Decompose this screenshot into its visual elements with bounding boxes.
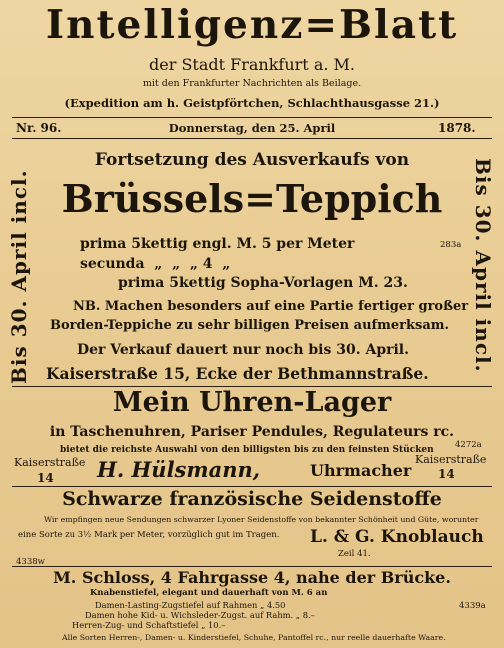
watch-code: 4272a <box>455 440 482 450</box>
shoe-line-2: Damen-Lasting-Zugstiefel auf Rahmen „ 4.50 <box>95 600 286 610</box>
carpet-heading: Fortsetzung des Ausverkaufs von <box>94 150 410 170</box>
shoe-footer: Alle Sorten Herren-, Damen- u. Kinderstiefel, Schuhe, Pantoffel rc., nur reelle dauerhafte Waare. <box>62 633 446 642</box>
masthead-rule-bottom <box>12 138 492 139</box>
watch-street-right: Kaiserstraße <box>415 453 487 466</box>
watch-heading: Mein Uhren-Lager <box>112 387 392 418</box>
issue-date: Donnerstag, den 25. April <box>168 121 336 135</box>
carpet-nb-line-2: Borden-Teppiche zu sehr billigen Preisen aufmerksam. <box>50 318 450 333</box>
carpet-side-text-right: Bis 30. April incl. <box>471 158 495 373</box>
carpet-code: 283a <box>440 240 462 250</box>
carpet-sale-end: Der Verkauf dauert nur noch bis 30. April. <box>77 342 410 358</box>
carpet-address: Kaiserstraße 15, Ecke der Bethmannstraße. <box>46 364 429 383</box>
shoe-heading: M. Schloss, 4 Fahrgasse 4, nahe der Brücke. <box>53 568 451 587</box>
carpet-nb-line-1: NB. Machen besonders auf eine Partie fertiger großer <box>73 299 469 314</box>
carpet-line-2: secunda „ „ „ 4 „ <box>80 256 231 272</box>
carpet-side-text-left: Bis 30. April incl. <box>7 169 31 384</box>
issue-number: Nr. 96. <box>16 121 62 135</box>
masthead-title: Intelligenz=Blatt <box>45 2 459 48</box>
carpet-line-1: prima 5kettig engl. M. 5 per Meter <box>80 236 355 252</box>
watch-number-right: 14 <box>438 467 455 481</box>
shoe-line-1: Knabenstiefel, elegant und dauerhaft von M. 6 an <box>90 588 328 598</box>
masthead-rule-top <box>12 117 492 118</box>
masthead-supplement: mit den Frankfurter Nachrichten als Beilage. <box>142 78 362 89</box>
watch-street-left: Kaiserstraße <box>14 456 86 469</box>
silk-code: 4338w <box>16 557 45 567</box>
shoe-code: 4339a <box>459 601 486 611</box>
silk-heading: Schwarze französische Seidenstoffe <box>62 488 442 510</box>
rule-after-watches <box>12 486 492 487</box>
shoe-line-3: Damen hohe Kid- u. Wichsleder-Zugst. auf Rahm. „ 8.– <box>85 610 315 620</box>
rule-after-silk <box>12 566 492 567</box>
watch-line-2: bietet die reichste Auswahl von den billigsten bis zu den feinsten Stücken <box>60 445 434 455</box>
silk-line-1: Wir empfingen neue Sendungen schwarzer Lyoner Seidenstoffe von bekannter Schönheit und Güte, worunter <box>44 515 479 524</box>
issue-year: 1878. <box>438 121 476 135</box>
silk-line-2: eine Sorte zu 3½ Mark per Meter, vorzüglich gut im Tragen. <box>18 530 280 540</box>
shoe-line-4: Herren-Zug- und Schaftstiefel „ 10.– <box>72 620 226 630</box>
silk-address: Zeil 41. <box>338 549 371 559</box>
masthead-subtitle: der Stadt Frankfurt a. M. <box>149 55 355 74</box>
masthead-expedition: (Expedition am h. Geistpförtchen, Schlachthausgasse 21.) <box>64 96 440 110</box>
carpet-line-3: prima 5kettig Sopha-Vorlagen M. 23. <box>118 275 408 291</box>
watch-shop-name: H. Hülsmann, <box>97 457 261 482</box>
watch-line-1: in Taschenuhren, Pariser Pendules, Regulateurs rc. <box>49 424 455 440</box>
watch-number-left: 14 <box>37 471 54 485</box>
carpet-product: Brüssels=Teppich <box>61 176 443 221</box>
watch-trade: Uhrmacher <box>310 461 412 480</box>
silk-firm: L. & G. Knoblauch <box>310 527 484 547</box>
